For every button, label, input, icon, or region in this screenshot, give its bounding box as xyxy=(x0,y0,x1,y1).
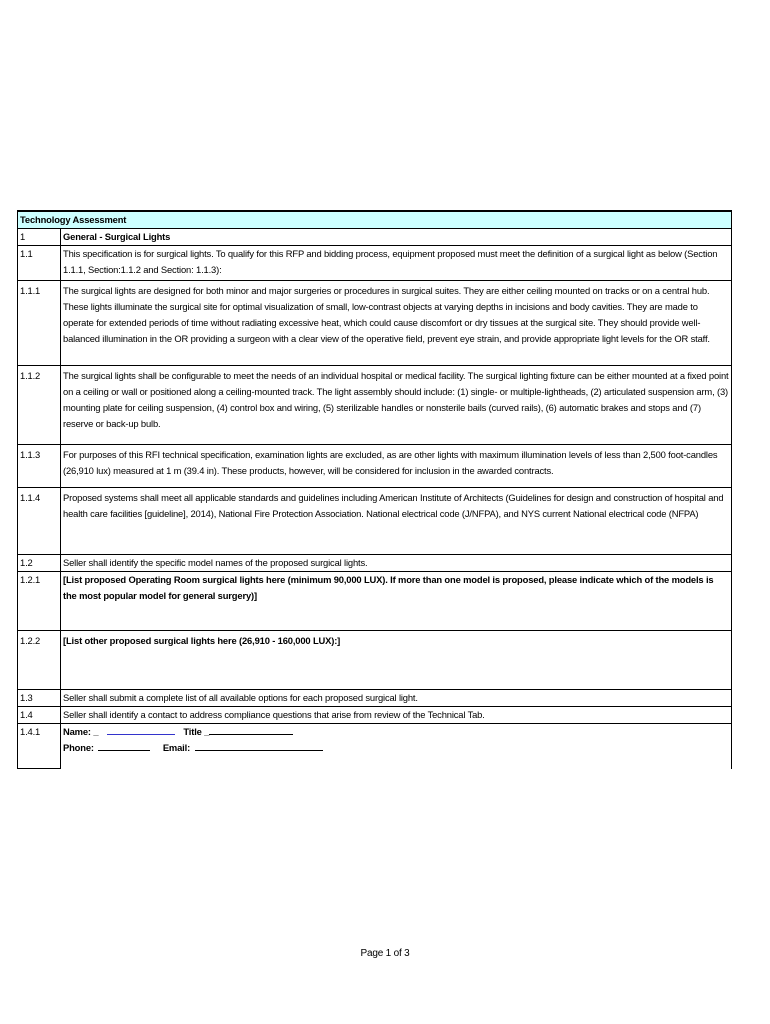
row-number: 1.4 xyxy=(18,707,61,724)
page-number: Page 1 of 3 xyxy=(360,948,410,959)
table-row xyxy=(18,555,732,572)
row-text: Seller shall submit a complete list of all available options for each proposed surgical light. xyxy=(61,690,732,707)
row-text: Seller shall identify a contact to address compliance questions that arise from review of the Technical Tab. xyxy=(61,707,732,724)
input-prompt-other-lights[interactable]: [List other proposed surgical lights here (26,910 - 160,000 LUX):] xyxy=(61,631,732,690)
phone-field[interactable] xyxy=(98,741,150,751)
table-row xyxy=(18,572,732,631)
row-number: 1.1.2 xyxy=(18,366,61,445)
spec-table xyxy=(17,210,732,769)
contact-fields xyxy=(61,724,732,769)
name-field[interactable] xyxy=(107,725,175,735)
contact-line-2 xyxy=(63,740,729,756)
row-text: This specification is for surgical lights. To qualify for this RFP and bidding process, equipment proposed must meet the definition of a surgical light as below (Section 1.1.1, Section:1.1.2 and Section: 1.1.3): xyxy=(61,246,732,281)
section-heading: General - Surgical Lights xyxy=(61,229,732,246)
row-text: Proposed systems shall meet all applicable standards and guidelines including American Institute of Architects (Guidelines for design and construction of hospital and health care facilities [guideline], 2014), National Fire Protection Association. National electrical code (J/NFPA), and NYS current National electrical code (NFPA) xyxy=(61,488,732,555)
table-row xyxy=(18,631,732,690)
name-label: Name: _ xyxy=(63,726,99,737)
table-row xyxy=(18,690,732,707)
row-number: 1.3 xyxy=(18,690,61,707)
row-number: 1.2.1 xyxy=(18,572,61,631)
row-number: 1.2.2 xyxy=(18,631,61,690)
title-field[interactable] xyxy=(209,725,293,735)
input-prompt-operating-room-lights[interactable]: [List proposed Operating Room surgical lights here (minimum 90,000 LUX). If more than one model is proposed, please indicate which of the models is the most popular model for general surgery)] xyxy=(61,572,732,631)
table-row xyxy=(18,724,732,769)
table-row xyxy=(18,229,732,246)
table-row xyxy=(18,445,732,488)
contact-line-1 xyxy=(63,724,729,740)
email-label: Email: xyxy=(162,742,191,753)
row-text: The surgical lights are designed for both minor and major surgeries or procedures in surgical suites. They are either ceiling mounted on tracks or on a central hub. These lights illuminate the surgical site for optimal visualization of small, low-contrast objects at varying depths in incisions and body cavities. They are made to operate for extended periods of time without radiating excessive heat, which could cause discomfort or dry tissues at the surgical site. They should provide well-balanced illumination in the OR providing a surgeon with a clear view of the operative field, prevent eye strain, and provide appropriate light levels for the OR staff. xyxy=(61,281,732,366)
table-row xyxy=(18,281,732,366)
table-title: Technology Assessment xyxy=(18,211,732,229)
row-number: 1.1 xyxy=(18,246,61,281)
spec-sheet xyxy=(17,210,731,769)
table-row xyxy=(18,488,732,555)
row-number: 1 xyxy=(18,229,61,246)
row-number: 1.1.1 xyxy=(18,281,61,366)
row-text: For purposes of this RFI technical specification, examination lights are excluded, as are other lights with maximum illumination levels of less than 2,500 foot-candles (26,910 lux) measured at 1 m (39.4 in). These products, however, will be considered for inclusion in the awarded contracts. xyxy=(61,445,732,488)
row-number: 1.1.4 xyxy=(18,488,61,555)
row-number: 1.4.1 xyxy=(18,724,61,769)
phone-label: Phone: xyxy=(63,742,94,753)
table-row xyxy=(18,366,732,445)
row-number: 1.1.3 xyxy=(18,445,61,488)
table-row xyxy=(18,246,732,281)
row-text: The surgical lights shall be configurable to meet the needs of an individual hospital or medical facility. The surgical lighting fixture can be either mounted at a fixed point on a ceiling or wall or positioned along a ceiling-mounted track. The light assembly should include: (1) single- or multiple-lightheads, (2) articulated suspension arm, (3) mounting plate for ceiling suspension, (4) control box and wiring, (5) sterilizable handles or nonsterile bails (curved rails), (6) automatic brakes and stops and (7) reserve or back-up bulb. xyxy=(61,366,732,445)
row-text: Seller shall identify the specific model names of the proposed surgical lights. xyxy=(61,555,732,572)
table-header-row xyxy=(18,211,732,229)
table-row xyxy=(18,707,732,724)
row-number: 1.2 xyxy=(18,555,61,572)
email-field[interactable] xyxy=(195,741,323,751)
title-label: Title _ xyxy=(183,726,210,737)
